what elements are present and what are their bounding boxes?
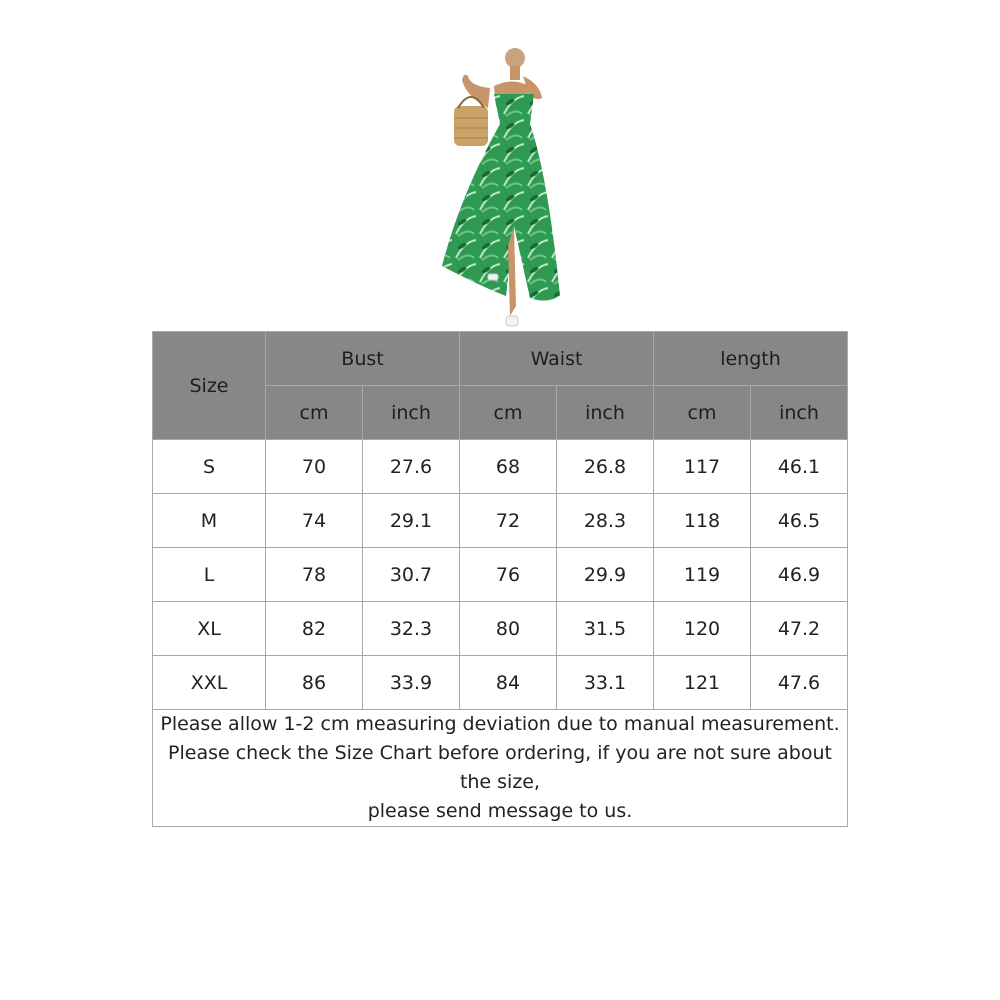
value-cell: 29.1 [363,494,460,548]
value-cell: 118 [654,494,751,548]
value-cell: 70 [266,440,363,494]
value-cell: 76 [460,548,557,602]
measurement-note-row [153,710,848,827]
table-row [153,656,848,710]
value-cell: 121 [654,656,751,710]
header-unit: inch [363,386,460,440]
value-cell: 30.7 [363,548,460,602]
value-cell: 27.6 [363,440,460,494]
value-cell: 80 [460,602,557,656]
size-cell: XL [153,602,266,656]
table-row [153,440,848,494]
header-bust: Bust [266,332,460,386]
size-cell: XXL [153,656,266,710]
header-unit: inch [751,386,848,440]
value-cell: 47.6 [751,656,848,710]
value-cell: 74 [266,494,363,548]
header-unit: cm [266,386,363,440]
value-cell: 86 [266,656,363,710]
value-cell: 28.3 [557,494,654,548]
header-waist: Waist [460,332,654,386]
value-cell: 33.1 [557,656,654,710]
note-line: please send message to us. [367,800,633,822]
value-cell: 29.9 [557,548,654,602]
header-unit: inch [557,386,654,440]
value-cell: 84 [460,656,557,710]
measurement-note [153,710,848,827]
product-photo [430,46,570,334]
value-cell: 47.2 [751,602,848,656]
value-cell: 68 [460,440,557,494]
value-cell: 120 [654,602,751,656]
value-cell: 117 [654,440,751,494]
value-cell: 31.5 [557,602,654,656]
size-cell: M [153,494,266,548]
size-cell: L [153,548,266,602]
value-cell: 26.8 [557,440,654,494]
value-cell: 46.1 [751,440,848,494]
value-cell: 78 [266,548,363,602]
header-size: Size [153,332,266,440]
table-row [153,548,848,602]
value-cell: 46.5 [751,494,848,548]
table-row [153,494,848,548]
size-chart-table [152,331,848,827]
value-cell: 119 [654,548,751,602]
header-length: length [654,332,848,386]
value-cell: 72 [460,494,557,548]
note-line: Please check the Size Chart before ordering, if you are not sure about the size, [168,742,832,793]
size-cell: S [153,440,266,494]
header-unit: cm [460,386,557,440]
note-line: Please allow 1-2 cm measuring deviation due to manual measurement. [160,713,840,735]
table-row [153,602,848,656]
value-cell: 46.9 [751,548,848,602]
header-unit: cm [654,386,751,440]
value-cell: 32.3 [363,602,460,656]
value-cell: 33.9 [363,656,460,710]
value-cell: 82 [266,602,363,656]
